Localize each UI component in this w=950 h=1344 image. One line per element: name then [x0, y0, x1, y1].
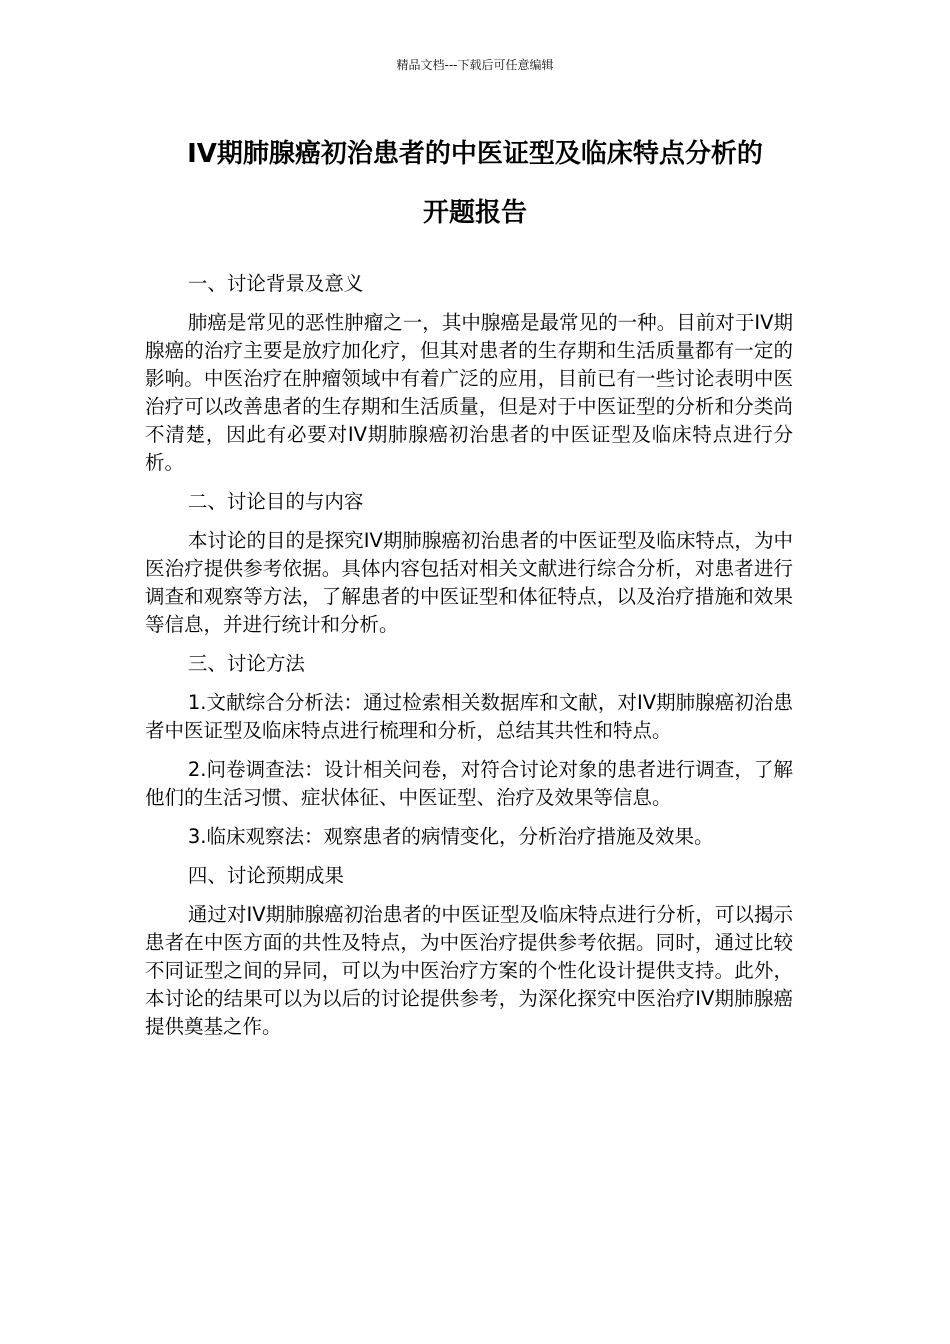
section-heading: 三、讨论方法	[187, 652, 305, 675]
section-paragraph: 本讨论的目的是探究IV期肺腺癌初治患者的中医证型及临床特点，为中医治疗提供参考依据。具体内容包括对相关文献进行综合分析，对患者进行调查和观察等方法，了解患者的中医证型和体征特点，以及治疗措施和效果等信息，并进行统计和分析。	[145, 529, 793, 636]
section-expected-results	[145, 862, 793, 1041]
document-title-line-2: 开题报告	[422, 198, 527, 228]
method-item: 3.临床观察法：观察患者的病情变化，分析治疗措施及效果。	[187, 825, 714, 848]
document-body	[145, 270, 793, 1052]
header-note: 精品文档---下载后可任意编辑	[396, 58, 554, 72]
method-item: 1.文献综合分析法：通过检索相关数据库和文献，对IV期肺腺癌初治患者中医证型及临床特点进行梳理和分析，总结其共性和特点。	[145, 691, 793, 742]
section-paragraph: 通过对IV期肺腺癌初治患者的中医证型及临床特点进行分析，可以揭示患者在中医方面的共性及特点，为中医治疗提供参考依据。同时，通过比较不同证型之间的异同，可以为中医治疗方案的个性化设计提供支持。此外，本讨论的结果可以为以后的讨论提供参考，为深化探究中医治疗IV期肺腺癌提供奠基之作。	[145, 903, 793, 1038]
section-paragraph: 肺癌是常见的恶性肿瘤之一，其中腺癌是最常见的一种。目前对于IV期腺癌的治疗主要是放疗加化疗，但其对患者的生存期和生活质量都有一定的影响。中医治疗在肿瘤领域中有着广泛的应用，目前已有一些讨论表明中医治疗可以改善患者的生存期和生活质量，但是对于中医证型的分析和分类尚不清楚，因此有必要对IV期肺腺癌初治患者的中医证型及临床特点进行分析。	[145, 311, 793, 474]
section-heading: 四、讨论预期成果	[187, 864, 344, 887]
method-item: 2.问卷调查法：设计相关问卷，对符合讨论对象的患者进行调查，了解他们的生活习惯、症状体征、中医证型、治疗及效果等信息。	[145, 758, 793, 809]
section-heading: 一、讨论背景及意义	[187, 272, 364, 295]
document-title-line-1: IV期肺腺癌初治患者的中医证型及临床特点分析的	[187, 139, 763, 169]
section-background	[145, 270, 793, 477]
section-heading: 二、讨论目的与内容	[187, 490, 364, 513]
section-purpose	[145, 488, 793, 639]
section-methods	[145, 650, 793, 851]
